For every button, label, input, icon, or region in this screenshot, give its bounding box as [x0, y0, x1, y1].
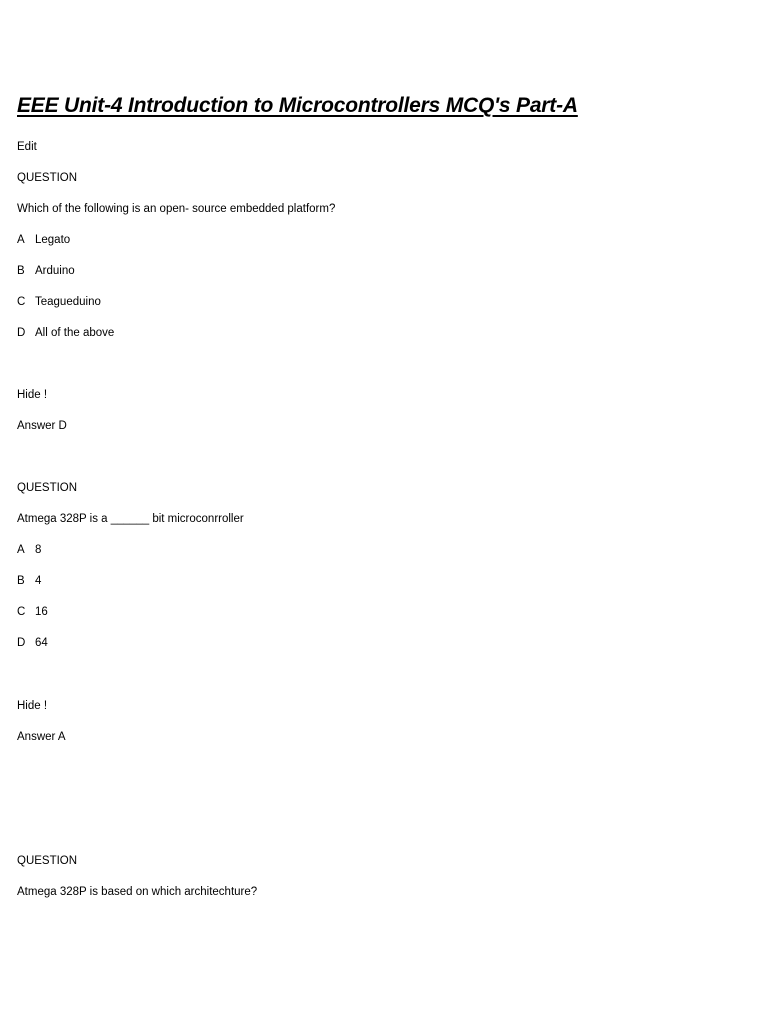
option-letter: C [17, 296, 26, 308]
option-d [17, 636, 48, 650]
question-heading: QUESTION [17, 855, 78, 867]
option-text: 16 [35, 606, 48, 618]
option-text: 64 [35, 637, 48, 649]
hide-answer-link[interactable]: Hide ! [17, 389, 48, 401]
question-heading: QUESTION [17, 482, 78, 494]
option-text: Teagueduino [35, 296, 101, 308]
option-text: 8 [35, 544, 42, 556]
option-letter: C [17, 606, 26, 618]
answer-text: Answer A [17, 731, 66, 743]
option-c [17, 295, 101, 309]
question-heading: QUESTION [17, 172, 78, 184]
option-b [17, 264, 75, 278]
option-c [17, 605, 48, 619]
option-b [17, 574, 41, 588]
option-text: All of the above [35, 327, 115, 339]
question-text: Which of the following is an open- source embedded platform? [17, 203, 336, 215]
option-a [17, 543, 41, 557]
hide-answer-link[interactable]: Hide ! [17, 700, 48, 712]
option-text: 4 [35, 575, 42, 587]
option-letter: D [17, 327, 26, 339]
answer-text: Answer D [17, 420, 67, 432]
option-text: Arduino [35, 265, 75, 277]
edit-link[interactable]: Edit [17, 141, 37, 153]
option-letter: B [17, 575, 25, 587]
option-d [17, 326, 114, 340]
option-letter: A [17, 234, 25, 246]
option-text: Legato [35, 234, 71, 246]
option-letter: B [17, 265, 25, 277]
page-title: EEE Unit-4 Introduction to Microcontrollers MCQ's Part-A [17, 94, 578, 117]
option-letter: D [17, 637, 26, 649]
question-text: Atmega 328P is based on which architechture? [17, 886, 258, 898]
option-a [17, 233, 70, 247]
option-letter: A [17, 544, 25, 556]
question-text: Atmega 328P is a ______ bit microconrroller [17, 513, 244, 525]
